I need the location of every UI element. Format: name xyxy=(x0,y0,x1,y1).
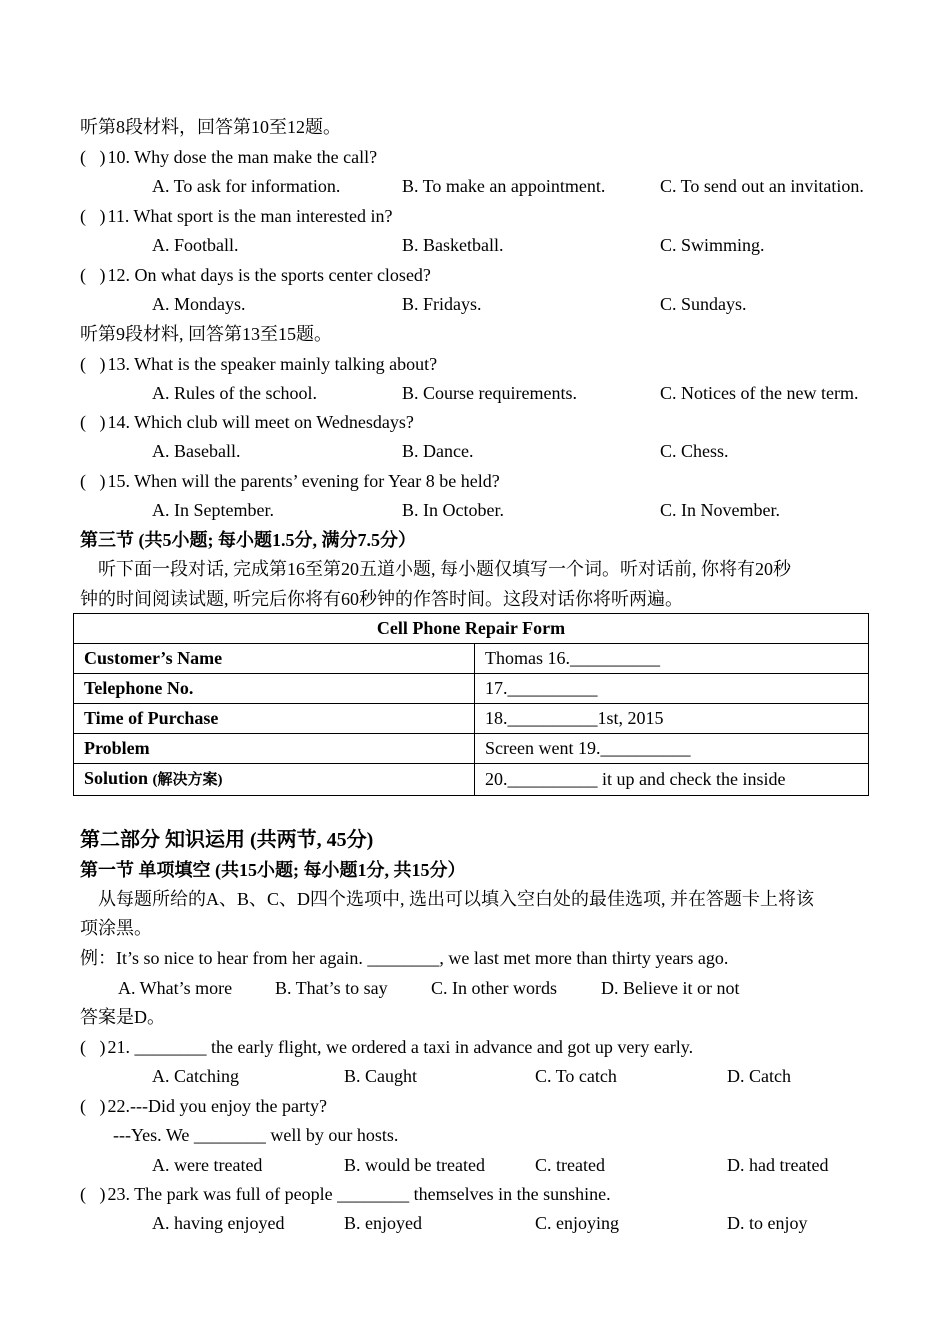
example-option-c: C. In other words xyxy=(431,978,557,998)
option-b: B. Dance. xyxy=(402,441,474,461)
part2-title: 第二部分 知识运用 (共两节, 45分) xyxy=(80,829,374,851)
option-b: B. In October. xyxy=(402,500,504,520)
question-14 xyxy=(80,410,414,434)
answer-bracket[interactable]: ( ) xyxy=(80,471,106,491)
option-b: B. Course requirements. xyxy=(402,383,577,403)
table-row xyxy=(74,704,869,734)
question-10 xyxy=(80,145,377,169)
option-a: A. Catching xyxy=(152,1066,239,1086)
form-value-blank-19[interactable]: Screen went 19.__________ xyxy=(475,734,869,764)
answer-bracket[interactable]: ( ) xyxy=(80,265,106,285)
example-stem: 例：It’s so nice to hear from her again. ________, we last met more than thirty years ago. xyxy=(80,948,729,968)
option-a: A. Mondays. xyxy=(152,294,246,314)
question-stem: 10. Why dose the man make the call? xyxy=(107,147,378,167)
question-stem: 23. The park was full of people ________ themselves in the sunshine. xyxy=(107,1184,611,1204)
question-stem: 15. When will the parents’ evening for Year 8 be held? xyxy=(107,471,500,491)
option-d: D. to enjoy xyxy=(727,1213,808,1233)
example-option-d: D. Believe it or not xyxy=(601,978,740,998)
option-c: C. To catch xyxy=(535,1066,617,1086)
option-b: B. Basketball. xyxy=(402,235,504,255)
section3-instructions-line2: 钟的时间阅读试题, 听完后你将有60秒钟的作答时间。这段对话你将听两遍。 xyxy=(80,589,683,609)
option-b: B. Fridays. xyxy=(402,294,482,314)
answer-bracket[interactable]: ( ) xyxy=(80,1184,106,1204)
answer-bracket[interactable]: ( ) xyxy=(80,147,106,167)
option-c: C. enjoying xyxy=(535,1213,619,1233)
part2-instructions-line2: 项涂黑。 xyxy=(80,918,152,938)
form-value-blank-17[interactable]: 17.__________ xyxy=(475,674,869,704)
question-stem: 14. Which club will meet on Wednesdays? xyxy=(107,412,414,432)
form-key: Telephone No. xyxy=(74,674,475,704)
form-key: Customer’s Name xyxy=(74,644,475,674)
answer-bracket[interactable]: ( ) xyxy=(80,354,106,374)
part2-instructions-line1: 从每题所给的A、B、C、D四个选项中, 选出可以填入空白处的最佳选项, 并在答题卡上将该 xyxy=(98,889,815,909)
question-stem: 12. On what days is the sports center closed? xyxy=(107,265,431,285)
option-b: B. To make an appointment. xyxy=(402,176,606,196)
option-c: C. Notices of the new term. xyxy=(660,383,859,403)
question-stem: 13. What is the speaker mainly talking about? xyxy=(107,354,438,374)
option-a: A. Rules of the school. xyxy=(152,383,317,403)
question-stem-line2: ---Yes. We ________ well by our hosts. xyxy=(113,1125,399,1145)
question-15 xyxy=(80,469,500,493)
option-c: C. treated xyxy=(535,1155,605,1175)
question-stem: 22.---Did you enjoy the party? xyxy=(107,1096,327,1116)
form-key: Time of Purchase xyxy=(74,704,475,734)
option-d: D. Catch xyxy=(727,1066,791,1086)
question-stem: 21. ________ the early flight, we ordered a taxi in advance and got up very early. xyxy=(107,1037,694,1057)
option-c: C. Chess. xyxy=(660,441,729,461)
repair-form-table xyxy=(73,613,869,796)
question-11 xyxy=(80,204,392,228)
table-row xyxy=(74,674,869,704)
option-b: B. enjoyed xyxy=(344,1213,422,1233)
option-a: A. were treated xyxy=(152,1155,263,1175)
part2-section1-title: 第一节 单项填空 (共15小题; 每小题1分, 共15分） xyxy=(80,860,466,880)
example-option-a: A. What’s more xyxy=(118,978,233,998)
option-c: C. Swimming. xyxy=(660,235,765,255)
option-d: D. had treated xyxy=(727,1155,829,1175)
question-21 xyxy=(80,1035,693,1059)
question-12 xyxy=(80,263,431,287)
option-c: C. Sundays. xyxy=(660,294,747,314)
option-a: A. Football. xyxy=(152,235,239,255)
answer-bracket[interactable]: ( ) xyxy=(80,1037,106,1057)
section3-instructions-line1: 听下面一段对话, 完成第16至第20五道小题, 每小题仅填写一个词。听对话前, 你将有20秒 xyxy=(98,559,791,579)
table-row xyxy=(74,764,869,796)
option-c: C. In November. xyxy=(660,500,780,520)
form-key-note: (解决方案) xyxy=(152,772,223,788)
question-13 xyxy=(80,352,437,376)
material8-intro: 听第8段材料，回答第10至12题。 xyxy=(80,117,341,137)
form-value-blank-16[interactable]: Thomas 16.__________ xyxy=(475,644,869,674)
section3-title: 第三节 (共5小题; 每小题1.5分, 满分7.5分） xyxy=(80,530,416,550)
answer-bracket[interactable]: ( ) xyxy=(80,206,106,226)
option-a: A. To ask for information. xyxy=(152,176,341,196)
question-stem: 11. What sport is the man interested in? xyxy=(107,206,393,226)
table-row xyxy=(74,644,869,674)
example-option-b: B. That’s to say xyxy=(275,978,388,998)
material9-intro: 听第9段材料, 回答第13至15题。 xyxy=(80,324,332,344)
option-a: A. Baseball. xyxy=(152,441,241,461)
table-row xyxy=(74,734,869,764)
answer-bracket[interactable]: ( ) xyxy=(80,1096,106,1116)
option-c: C. To send out an invitation. xyxy=(660,176,864,196)
form-title: Cell Phone Repair Form xyxy=(74,614,869,644)
form-key: Problem xyxy=(74,734,475,764)
option-a: A. In September. xyxy=(152,500,274,520)
option-b: B. Caught xyxy=(344,1066,418,1086)
form-value-blank-20[interactable]: 20.__________ it up and check the inside xyxy=(475,764,869,796)
form-value-blank-18[interactable]: 18.__________1st, 2015 xyxy=(475,704,869,734)
form-key xyxy=(74,764,475,796)
example-answer: 答案是D。 xyxy=(80,1007,165,1027)
answer-bracket[interactable]: ( ) xyxy=(80,412,106,432)
question-22 xyxy=(80,1094,327,1118)
option-a: A. having enjoyed xyxy=(152,1213,285,1233)
form-key-label: Solution xyxy=(84,768,153,788)
question-23 xyxy=(80,1182,611,1206)
option-b: B. would be treated xyxy=(344,1155,485,1175)
